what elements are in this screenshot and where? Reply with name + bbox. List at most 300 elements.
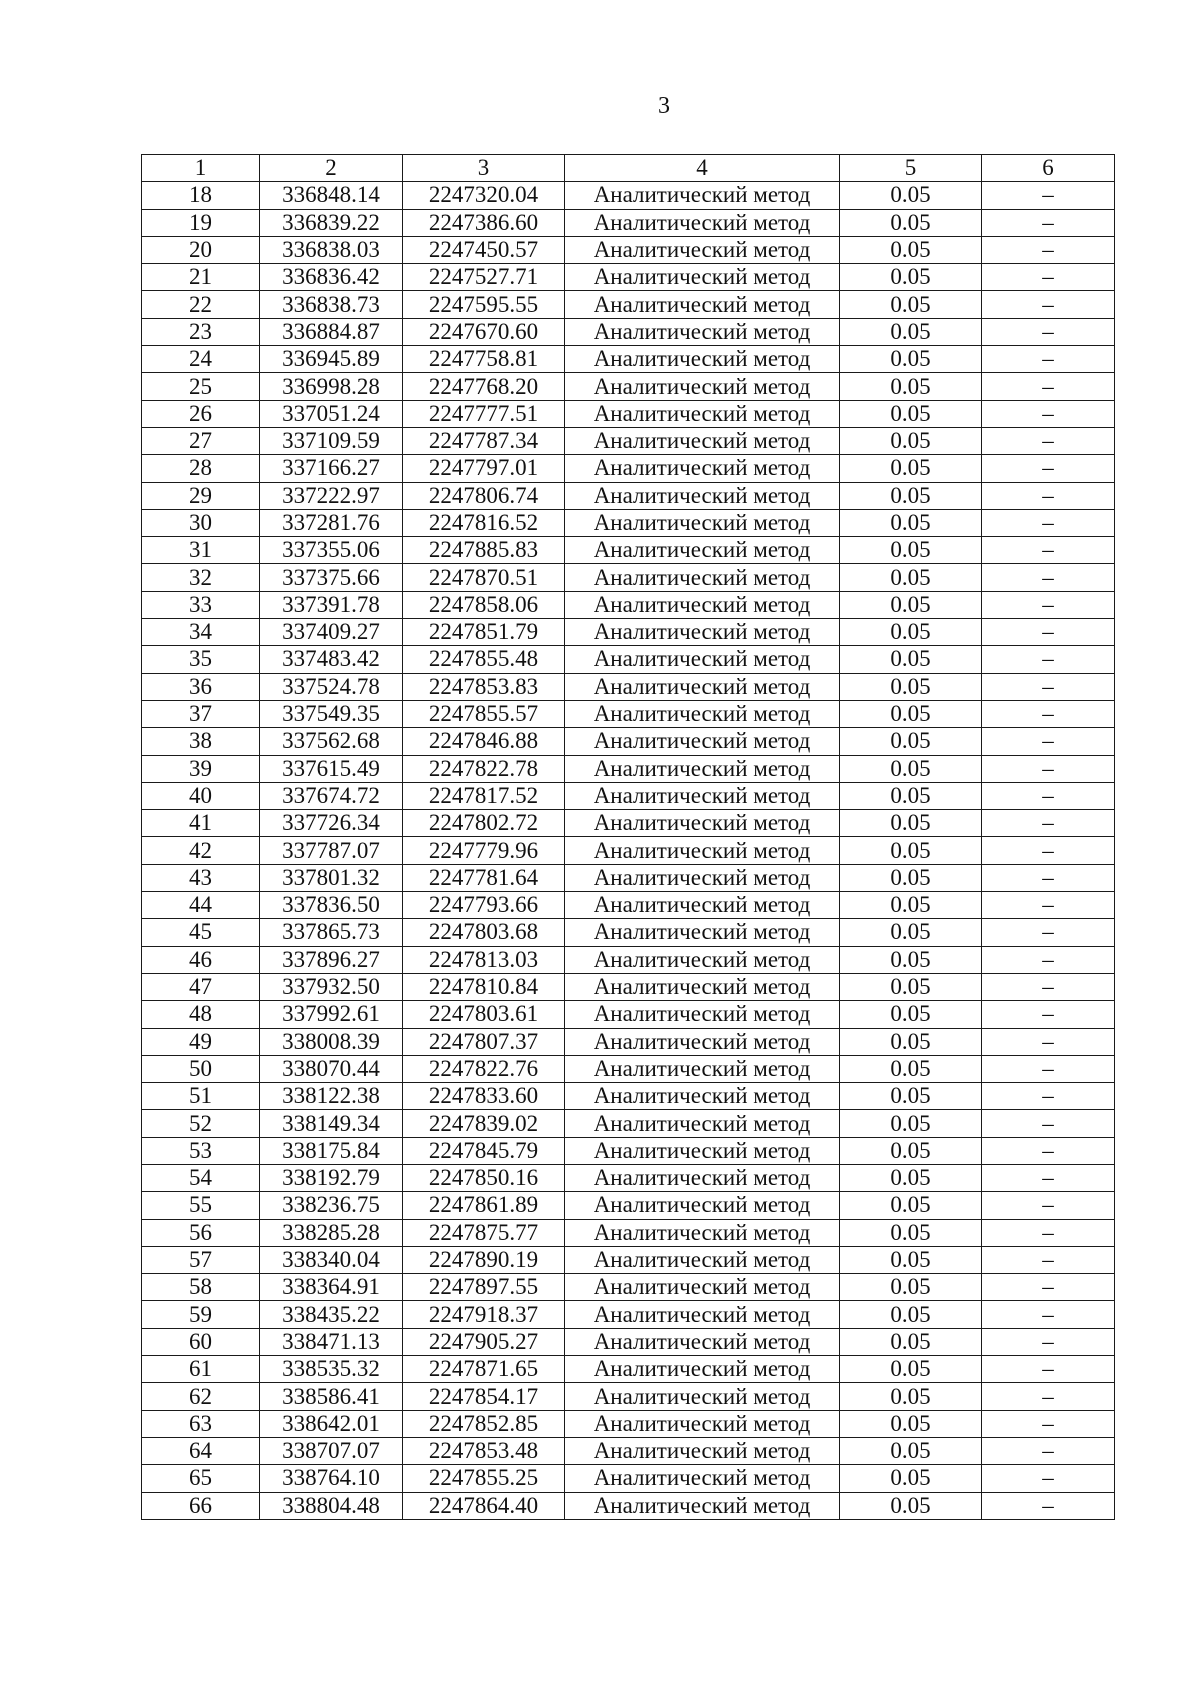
table-row (142, 1492, 1115, 1519)
method-cell: Аналитический метод (565, 1246, 840, 1273)
x-coordinate-cell: 336945.89 (260, 346, 403, 373)
x-coordinate-cell: 336848.14 (260, 182, 403, 209)
extra-cell: – (982, 564, 1115, 591)
method-cell: Аналитический метод (565, 1383, 840, 1410)
table-row (142, 591, 1115, 618)
y-coordinate-cell: 2247787.34 (403, 427, 565, 454)
extra-cell: – (982, 1028, 1115, 1055)
method-cell: Аналитический метод (565, 291, 840, 318)
method-cell: Аналитический метод (565, 919, 840, 946)
x-coordinate-cell: 336838.03 (260, 236, 403, 263)
table-row (142, 482, 1115, 509)
table-row (142, 564, 1115, 591)
method-cell: Аналитический метод (565, 455, 840, 482)
table-row (142, 455, 1115, 482)
table-row (142, 700, 1115, 727)
accuracy-cell: 0.05 (840, 864, 982, 891)
table-row (142, 1356, 1115, 1383)
extra-cell: – (982, 482, 1115, 509)
table-row (142, 864, 1115, 891)
x-coordinate-cell: 337992.61 (260, 1001, 403, 1028)
x-coordinate-cell: 337375.66 (260, 564, 403, 591)
y-coordinate-cell: 2247858.06 (403, 591, 565, 618)
accuracy-cell: 0.05 (840, 509, 982, 536)
x-coordinate-cell: 337726.34 (260, 810, 403, 837)
extra-cell: – (982, 1383, 1115, 1410)
method-cell: Аналитический метод (565, 509, 840, 536)
point-number-cell: 63 (142, 1410, 260, 1437)
accuracy-cell: 0.05 (840, 973, 982, 1000)
point-number-cell: 65 (142, 1465, 260, 1492)
table-row (142, 1028, 1115, 1055)
accuracy-cell: 0.05 (840, 1328, 982, 1355)
y-coordinate-cell: 2247918.37 (403, 1301, 565, 1328)
point-number-cell: 21 (142, 264, 260, 291)
x-coordinate-cell: 337355.06 (260, 537, 403, 564)
method-cell: Аналитический метод (565, 318, 840, 345)
y-coordinate-cell: 2247320.04 (403, 182, 565, 209)
x-coordinate-cell: 336838.73 (260, 291, 403, 318)
extra-cell: – (982, 1465, 1115, 1492)
x-coordinate-cell: 337483.42 (260, 646, 403, 673)
accuracy-cell: 0.05 (840, 591, 982, 618)
extra-cell: – (982, 373, 1115, 400)
y-coordinate-cell: 2247793.66 (403, 892, 565, 919)
point-number-cell: 24 (142, 346, 260, 373)
y-coordinate-cell: 2247853.48 (403, 1437, 565, 1464)
y-coordinate-cell: 2247768.20 (403, 373, 565, 400)
method-cell: Аналитический метод (565, 619, 840, 646)
table-row (142, 1246, 1115, 1273)
x-coordinate-cell: 337222.97 (260, 482, 403, 509)
table-row (142, 673, 1115, 700)
method-cell: Аналитический метод (565, 1356, 840, 1383)
extra-cell: – (982, 728, 1115, 755)
point-number-cell: 52 (142, 1110, 260, 1137)
method-cell: Аналитический метод (565, 1410, 840, 1437)
accuracy-cell: 0.05 (840, 1437, 982, 1464)
method-cell: Аналитический метод (565, 373, 840, 400)
point-number-cell: 60 (142, 1328, 260, 1355)
extra-cell: – (982, 591, 1115, 618)
x-coordinate-cell: 337615.49 (260, 755, 403, 782)
extra-cell: – (982, 1110, 1115, 1137)
y-coordinate-cell: 2247854.17 (403, 1383, 565, 1410)
x-coordinate-cell: 337801.32 (260, 864, 403, 891)
accuracy-cell: 0.05 (840, 810, 982, 837)
extra-cell: – (982, 1246, 1115, 1273)
y-coordinate-cell: 2247779.96 (403, 837, 565, 864)
accuracy-cell: 0.05 (840, 1192, 982, 1219)
point-number-cell: 31 (142, 537, 260, 564)
coordinates-table (141, 154, 1115, 1520)
point-number-cell: 53 (142, 1137, 260, 1164)
table-row (142, 728, 1115, 755)
accuracy-cell: 0.05 (840, 1164, 982, 1191)
y-coordinate-cell: 2247816.52 (403, 509, 565, 536)
table-row (142, 1437, 1115, 1464)
y-coordinate-cell: 2247777.51 (403, 400, 565, 427)
point-number-cell: 33 (142, 591, 260, 618)
accuracy-cell: 0.05 (840, 1110, 982, 1137)
point-number-cell: 45 (142, 919, 260, 946)
extra-cell: – (982, 782, 1115, 809)
point-number-cell: 35 (142, 646, 260, 673)
x-coordinate-cell: 337166.27 (260, 455, 403, 482)
x-coordinate-cell: 338192.79 (260, 1164, 403, 1191)
table-row (142, 509, 1115, 536)
accuracy-cell: 0.05 (840, 373, 982, 400)
x-coordinate-cell: 337051.24 (260, 400, 403, 427)
y-coordinate-cell: 2247890.19 (403, 1246, 565, 1273)
table-row (142, 1301, 1115, 1328)
table-row (142, 537, 1115, 564)
method-cell: Аналитический метод (565, 700, 840, 727)
extra-cell: – (982, 864, 1115, 891)
y-coordinate-cell: 2247758.81 (403, 346, 565, 373)
extra-cell: – (982, 318, 1115, 345)
accuracy-cell: 0.05 (840, 700, 982, 727)
table-row (142, 1192, 1115, 1219)
table-row (142, 1001, 1115, 1028)
table-row (142, 782, 1115, 809)
accuracy-cell: 0.05 (840, 209, 982, 236)
method-cell: Аналитический метод (565, 1001, 840, 1028)
accuracy-cell: 0.05 (840, 673, 982, 700)
x-coordinate-cell: 337562.68 (260, 728, 403, 755)
table-row (142, 1410, 1115, 1437)
extra-cell: – (982, 1192, 1115, 1219)
accuracy-cell: 0.05 (840, 919, 982, 946)
point-number-cell: 39 (142, 755, 260, 782)
y-coordinate-cell: 2247897.55 (403, 1274, 565, 1301)
accuracy-cell: 0.05 (840, 537, 982, 564)
x-coordinate-cell: 337787.07 (260, 837, 403, 864)
extra-cell: – (982, 427, 1115, 454)
y-coordinate-cell: 2247797.01 (403, 455, 565, 482)
method-cell: Аналитический метод (565, 564, 840, 591)
accuracy-cell: 0.05 (840, 318, 982, 345)
table-row (142, 373, 1115, 400)
point-number-cell: 40 (142, 782, 260, 809)
table-row (142, 1164, 1115, 1191)
x-coordinate-cell: 338175.84 (260, 1137, 403, 1164)
table-row (142, 810, 1115, 837)
point-number-cell: 20 (142, 236, 260, 263)
y-coordinate-cell: 2247595.55 (403, 291, 565, 318)
x-coordinate-cell: 336884.87 (260, 318, 403, 345)
table-body (142, 182, 1115, 1520)
accuracy-cell: 0.05 (840, 427, 982, 454)
accuracy-cell: 0.05 (840, 482, 982, 509)
accuracy-cell: 0.05 (840, 1219, 982, 1246)
x-coordinate-cell: 338535.32 (260, 1356, 403, 1383)
method-cell: Аналитический метод (565, 264, 840, 291)
method-cell: Аналитический метод (565, 646, 840, 673)
method-cell: Аналитический метод (565, 537, 840, 564)
method-cell: Аналитический метод (565, 346, 840, 373)
point-number-cell: 29 (142, 482, 260, 509)
method-cell: Аналитический метод (565, 182, 840, 209)
accuracy-cell: 0.05 (840, 264, 982, 291)
method-cell: Аналитический метод (565, 810, 840, 837)
table-row (142, 755, 1115, 782)
method-cell: Аналитический метод (565, 1301, 840, 1328)
x-coordinate-cell: 338804.48 (260, 1492, 403, 1519)
y-coordinate-cell: 2247803.61 (403, 1001, 565, 1028)
table-row (142, 1383, 1115, 1410)
point-number-cell: 55 (142, 1192, 260, 1219)
table-row (142, 1328, 1115, 1355)
extra-cell: – (982, 346, 1115, 373)
accuracy-cell: 0.05 (840, 619, 982, 646)
accuracy-cell: 0.05 (840, 1465, 982, 1492)
x-coordinate-cell: 338122.38 (260, 1083, 403, 1110)
method-cell: Аналитический метод (565, 236, 840, 263)
accuracy-cell: 0.05 (840, 646, 982, 673)
extra-cell: – (982, 537, 1115, 564)
method-cell: Аналитический метод (565, 1028, 840, 1055)
header-col-1: 1 (142, 155, 260, 182)
accuracy-cell: 0.05 (840, 1383, 982, 1410)
x-coordinate-cell: 338586.41 (260, 1383, 403, 1410)
accuracy-cell: 0.05 (840, 1246, 982, 1273)
y-coordinate-cell: 2247885.83 (403, 537, 565, 564)
extra-cell: – (982, 700, 1115, 727)
header-col-3: 3 (403, 155, 565, 182)
table-row (142, 209, 1115, 236)
x-coordinate-cell: 336836.42 (260, 264, 403, 291)
point-number-cell: 41 (142, 810, 260, 837)
table-row (142, 264, 1115, 291)
table-row (142, 1083, 1115, 1110)
point-number-cell: 30 (142, 509, 260, 536)
accuracy-cell: 0.05 (840, 892, 982, 919)
extra-cell: – (982, 973, 1115, 1000)
x-coordinate-cell: 338070.44 (260, 1055, 403, 1082)
point-number-cell: 48 (142, 1001, 260, 1028)
x-coordinate-cell: 338149.34 (260, 1110, 403, 1137)
extra-cell: – (982, 946, 1115, 973)
y-coordinate-cell: 2247806.74 (403, 482, 565, 509)
point-number-cell: 26 (142, 400, 260, 427)
table-header-row (142, 155, 1115, 182)
accuracy-cell: 0.05 (840, 1492, 982, 1519)
x-coordinate-cell: 337674.72 (260, 782, 403, 809)
y-coordinate-cell: 2247855.25 (403, 1465, 565, 1492)
y-coordinate-cell: 2247822.76 (403, 1055, 565, 1082)
x-coordinate-cell: 338707.07 (260, 1437, 403, 1464)
accuracy-cell: 0.05 (840, 564, 982, 591)
method-cell: Аналитический метод (565, 209, 840, 236)
x-coordinate-cell: 337391.78 (260, 591, 403, 618)
extra-cell: – (982, 455, 1115, 482)
method-cell: Аналитический метод (565, 864, 840, 891)
y-coordinate-cell: 2247807.37 (403, 1028, 565, 1055)
y-coordinate-cell: 2247864.40 (403, 1492, 565, 1519)
y-coordinate-cell: 2247875.77 (403, 1219, 565, 1246)
method-cell: Аналитический метод (565, 782, 840, 809)
point-number-cell: 51 (142, 1083, 260, 1110)
header-col-4: 4 (565, 155, 840, 182)
table-row (142, 236, 1115, 263)
accuracy-cell: 0.05 (840, 455, 982, 482)
point-number-cell: 34 (142, 619, 260, 646)
extra-cell: – (982, 1055, 1115, 1082)
extra-cell: – (982, 1301, 1115, 1328)
accuracy-cell: 0.05 (840, 1274, 982, 1301)
accuracy-cell: 0.05 (840, 755, 982, 782)
method-cell: Аналитический метод (565, 1164, 840, 1191)
point-number-cell: 58 (142, 1274, 260, 1301)
y-coordinate-cell: 2247527.71 (403, 264, 565, 291)
x-coordinate-cell: 338236.75 (260, 1192, 403, 1219)
extra-cell: – (982, 837, 1115, 864)
accuracy-cell: 0.05 (840, 1410, 982, 1437)
x-coordinate-cell: 337109.59 (260, 427, 403, 454)
y-coordinate-cell: 2247871.65 (403, 1356, 565, 1383)
extra-cell: – (982, 1437, 1115, 1464)
point-number-cell: 43 (142, 864, 260, 891)
x-coordinate-cell: 337409.27 (260, 619, 403, 646)
table-row (142, 427, 1115, 454)
page-number: 3 (658, 93, 670, 119)
table-row (142, 1110, 1115, 1137)
x-coordinate-cell: 337932.50 (260, 973, 403, 1000)
point-number-cell: 23 (142, 318, 260, 345)
accuracy-cell: 0.05 (840, 1356, 982, 1383)
table-row (142, 946, 1115, 973)
x-coordinate-cell: 338642.01 (260, 1410, 403, 1437)
y-coordinate-cell: 2247833.60 (403, 1083, 565, 1110)
y-coordinate-cell: 2247905.27 (403, 1328, 565, 1355)
accuracy-cell: 0.05 (840, 1001, 982, 1028)
method-cell: Аналитический метод (565, 1492, 840, 1519)
point-number-cell: 18 (142, 182, 260, 209)
y-coordinate-cell: 2247817.52 (403, 782, 565, 809)
y-coordinate-cell: 2247813.03 (403, 946, 565, 973)
x-coordinate-cell: 338435.22 (260, 1301, 403, 1328)
accuracy-cell: 0.05 (840, 400, 982, 427)
method-cell: Аналитический метод (565, 1083, 840, 1110)
point-number-cell: 27 (142, 427, 260, 454)
point-number-cell: 44 (142, 892, 260, 919)
method-cell: Аналитический метод (565, 728, 840, 755)
table-row (142, 318, 1115, 345)
table-row (142, 919, 1115, 946)
x-coordinate-cell: 337524.78 (260, 673, 403, 700)
table-row (142, 291, 1115, 318)
extra-cell: – (982, 1328, 1115, 1355)
y-coordinate-cell: 2247670.60 (403, 318, 565, 345)
y-coordinate-cell: 2247846.88 (403, 728, 565, 755)
header-col-5: 5 (840, 155, 982, 182)
extra-cell: – (982, 264, 1115, 291)
method-cell: Аналитический метод (565, 1328, 840, 1355)
table-row (142, 1055, 1115, 1082)
header-col-2: 2 (260, 155, 403, 182)
extra-cell: – (982, 619, 1115, 646)
accuracy-cell: 0.05 (840, 1137, 982, 1164)
table-row (142, 346, 1115, 373)
method-cell: Аналитический метод (565, 946, 840, 973)
accuracy-cell: 0.05 (840, 946, 982, 973)
point-number-cell: 28 (142, 455, 260, 482)
accuracy-cell: 0.05 (840, 236, 982, 263)
y-coordinate-cell: 2247853.83 (403, 673, 565, 700)
point-number-cell: 37 (142, 700, 260, 727)
x-coordinate-cell: 336839.22 (260, 209, 403, 236)
method-cell: Аналитический метод (565, 591, 840, 618)
y-coordinate-cell: 2247850.16 (403, 1164, 565, 1191)
method-cell: Аналитический метод (565, 1219, 840, 1246)
point-number-cell: 38 (142, 728, 260, 755)
accuracy-cell: 0.05 (840, 1028, 982, 1055)
table-row (142, 1137, 1115, 1164)
y-coordinate-cell: 2247781.64 (403, 864, 565, 891)
point-number-cell: 36 (142, 673, 260, 700)
extra-cell: – (982, 236, 1115, 263)
y-coordinate-cell: 2247870.51 (403, 564, 565, 591)
extra-cell: – (982, 1219, 1115, 1246)
extra-cell: – (982, 1137, 1115, 1164)
method-cell: Аналитический метод (565, 1274, 840, 1301)
x-coordinate-cell: 338008.39 (260, 1028, 403, 1055)
accuracy-cell: 0.05 (840, 728, 982, 755)
x-coordinate-cell: 338471.13 (260, 1328, 403, 1355)
y-coordinate-cell: 2247810.84 (403, 973, 565, 1000)
point-number-cell: 50 (142, 1055, 260, 1082)
table-row (142, 1274, 1115, 1301)
y-coordinate-cell: 2247386.60 (403, 209, 565, 236)
point-number-cell: 32 (142, 564, 260, 591)
point-number-cell: 25 (142, 373, 260, 400)
method-cell: Аналитический метод (565, 1137, 840, 1164)
extra-cell: – (982, 209, 1115, 236)
extra-cell: – (982, 1410, 1115, 1437)
accuracy-cell: 0.05 (840, 1083, 982, 1110)
extra-cell: – (982, 892, 1115, 919)
point-number-cell: 66 (142, 1492, 260, 1519)
extra-cell: – (982, 182, 1115, 209)
method-cell: Аналитический метод (565, 400, 840, 427)
point-number-cell: 49 (142, 1028, 260, 1055)
extra-cell: – (982, 1164, 1115, 1191)
method-cell: Аналитический метод (565, 1192, 840, 1219)
table-row (142, 619, 1115, 646)
table-row (142, 182, 1115, 209)
accuracy-cell: 0.05 (840, 182, 982, 209)
table-row (142, 973, 1115, 1000)
method-cell: Аналитический метод (565, 755, 840, 782)
extra-cell: – (982, 1083, 1115, 1110)
method-cell: Аналитический метод (565, 427, 840, 454)
table-row (142, 837, 1115, 864)
y-coordinate-cell: 2247861.89 (403, 1192, 565, 1219)
y-coordinate-cell: 2247845.79 (403, 1137, 565, 1164)
point-number-cell: 56 (142, 1219, 260, 1246)
extra-cell: – (982, 810, 1115, 837)
accuracy-cell: 0.05 (840, 346, 982, 373)
method-cell: Аналитический метод (565, 837, 840, 864)
method-cell: Аналитический метод (565, 1465, 840, 1492)
method-cell: Аналитический метод (565, 892, 840, 919)
y-coordinate-cell: 2247802.72 (403, 810, 565, 837)
x-coordinate-cell: 338285.28 (260, 1219, 403, 1246)
extra-cell: – (982, 646, 1115, 673)
extra-cell: – (982, 509, 1115, 536)
method-cell: Аналитический метод (565, 482, 840, 509)
